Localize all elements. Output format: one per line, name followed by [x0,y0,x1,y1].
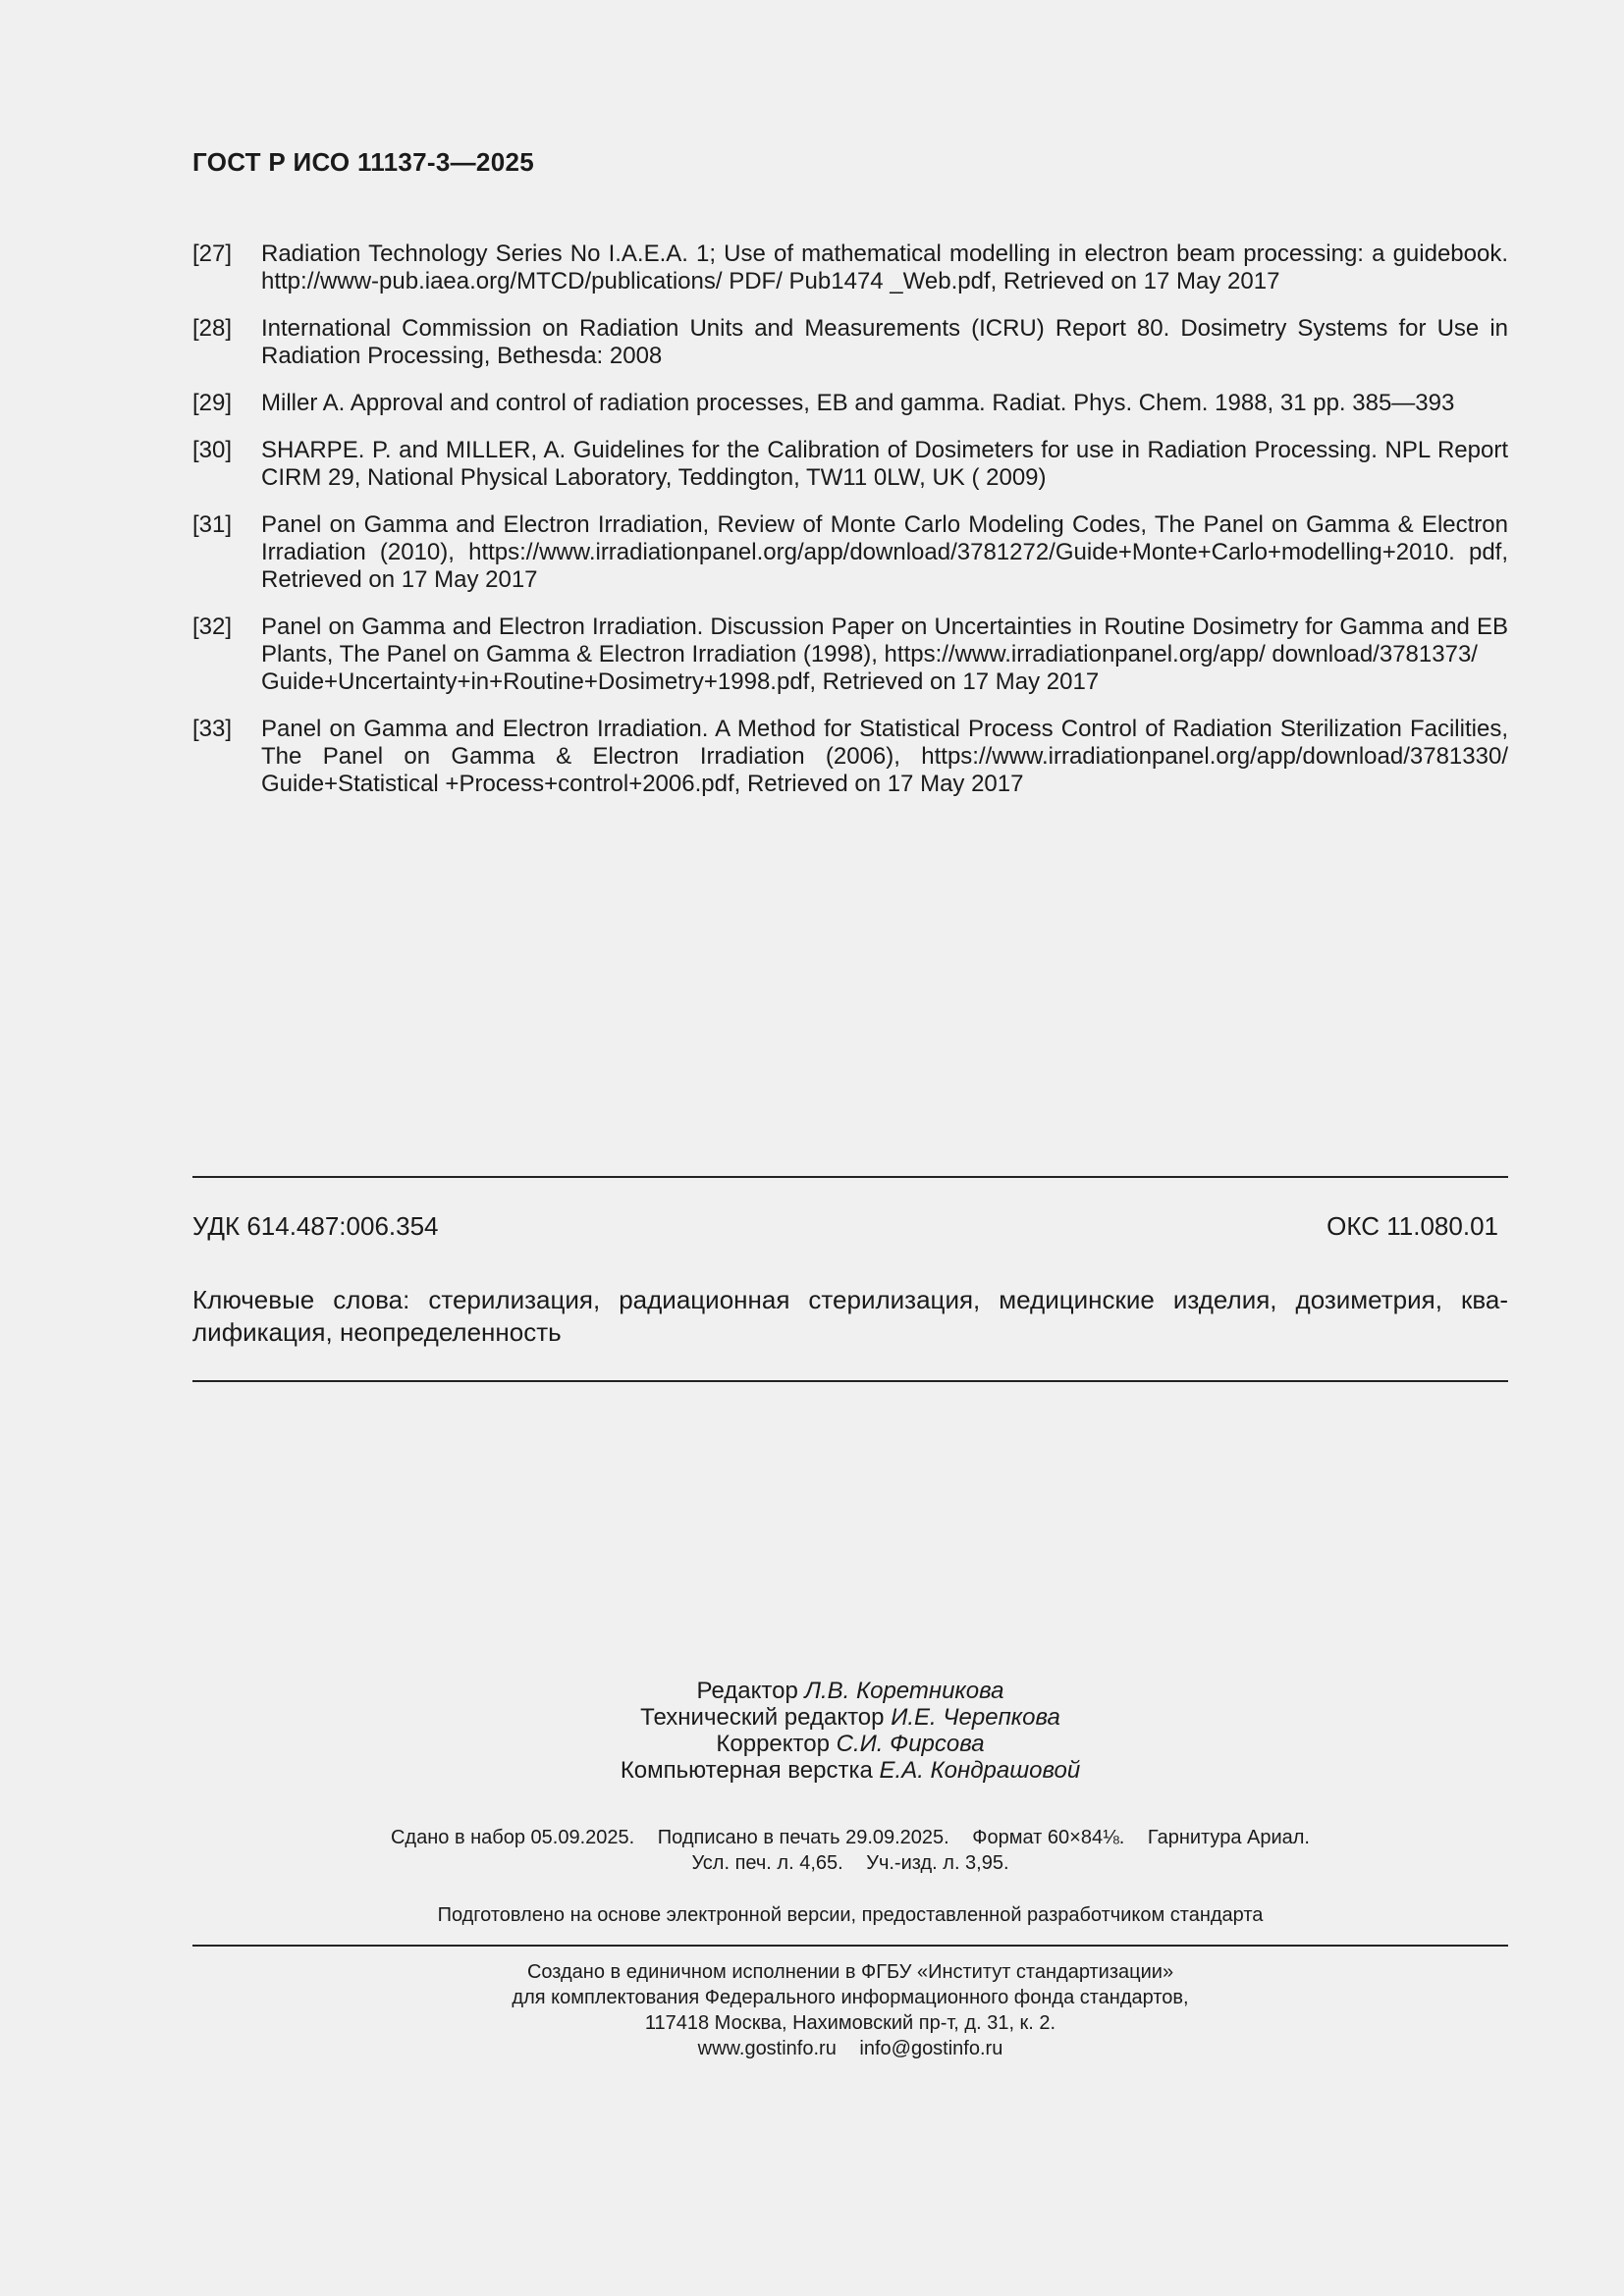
print-format: Формат 60×84⅛. [972,1827,1125,1848]
print-info [192,1825,1508,1876]
reference-item [192,716,1508,798]
reference-number: [27] [192,240,233,267]
credit-row [192,1678,1508,1704]
credit-name: С.И. Фирсова [836,1731,985,1757]
divider-top [192,1176,1508,1178]
reference-text [261,511,1508,594]
signed-date: Подписано в печать 29.09.2025. [657,1827,949,1848]
credit-name: И.Е. Черепкова [891,1704,1060,1731]
divider-publisher [192,1945,1508,1947]
reference-line: Miller A. Approval and control of radiation processes, EB and gamma. Radiat. Phys. Chem. 1988, 31 pp. 385—393 [261,390,1455,416]
reference-number: [28] [192,315,233,342]
reference-line: Radiation Technology Series No I.A.E.A. 1; Use of mathematical modelling in electron beam processing: a guidebook. http://www-pub.iaea.org/MTCD/publications/ PDF/ Pub1474 _Web.pdf, Retrieved on 17 May 2017 [261,240,1508,294]
reference-item [192,437,1508,492]
reference-item [192,240,1508,295]
reference-line: Guide+Uncertainty+in+Routine+Dosimetry+1998.pdf, Retrieved on 17 May 2017 [261,668,1100,695]
reference-number: [31] [192,511,233,538]
reference-line: International Commission on Radiation Units and Measurements (ICRU) Report 80. Dosimetry Systems for Use in Radiation Processing, Bethesda: 2008 [261,315,1508,369]
reference-list [192,240,1508,818]
typeface: Гарнитура Ариал. [1147,1827,1310,1848]
publisher-contacts [192,2036,1508,2061]
reference-item [192,614,1508,696]
credit-name: Е.А. Кондрашовой [879,1757,1081,1784]
reference-line: Panel on Gamma and Electron Irradiation. Discussion Paper on Uncertainties in Routine Dosimetry for Gamma and EB Plants, The Panel on Gamma & Electron Irradiation (1998), https://www.irradiationpanel.org/app/ download/3781373/ [261,614,1508,667]
credit-row [192,1757,1508,1784]
reference-number: [30] [192,437,233,463]
publisher-address: 117418 Москва, Нахимовский пр-т, д. 31, к. 2. [644,2012,1056,2034]
reference-text [261,614,1508,696]
reference-number: [32] [192,614,233,640]
reference-text [261,240,1508,295]
credit-row [192,1704,1508,1731]
reference-text [261,716,1508,798]
reference-item [192,390,1508,417]
reference-item [192,315,1508,370]
publisher-block [192,1959,1508,2061]
print-sheets: Усл. печ. л. 4,65. [691,1852,843,1874]
credit-role: Редактор [696,1678,798,1704]
publisher-line: для комплектования Федерального информационного фонда стандартов, [512,1987,1189,2008]
website-link[interactable]: www.gostinfo.ru [697,2038,837,2059]
reference-line: Panel on Gamma and Electron Irradiation, Review of Monte Carlo Modeling Codes, The Panel on Gamma & Electron Irradiation (2010), https://www.irradiationpanel.org/app/download/3781272/Guide+Monte+Carlo+modelling+2010. pdf, Retrieved on 17 May 2017 [261,511,1508,593]
publisher-line: Создано в единичном исполнении в ФГБУ «Институт стандартизации» [526,1961,1174,1983]
udk-code: УДК 614.487:006.354 [192,1211,439,1241]
print-info-line [192,1825,1508,1850]
reference-number: [33] [192,716,233,742]
reference-item [192,511,1508,594]
keywords: Ключевые слова: стерилизация, радиационная стерилизация, медицинские изделия, дозиметрия, ква-лификация, неопределенность [192,1285,1508,1347]
credit-name: Л.В. Коретникова [804,1678,1004,1704]
typeset-date: Сдано в набор 05.09.2025. [390,1827,635,1848]
divider-bottom [192,1380,1508,1382]
credit-role: Технический редактор [640,1704,885,1731]
publisher-sheets: Уч.-изд. л. 3,95. [866,1852,1009,1874]
document-header: ГОСТ Р ИСО 11137-3—2025 [192,147,534,177]
reference-line: Panel on Gamma and Electron Irradiation. A Method for Statistical Process Control of Radiation Sterilization Facilities, The Panel on Gamma & Electron Irradiation (2006), https://www.irradiationpanel.org/app/download/3781330/ Guide+Statistical +Process+control+2006.pdf, Retrieved on 17 May 2017 [261,716,1508,797]
reference-number: [29] [192,390,233,416]
reference-text [261,390,1508,417]
reference-text [261,315,1508,370]
oks-code: ОКС 11.080.01 [1326,1211,1498,1241]
prepared-note: Подготовлено на основе электронной версии, предоставленной разработчиком стандарта [437,1904,1264,1926]
credit-row [192,1731,1508,1757]
print-info-line [192,1850,1508,1876]
reference-line: SHARPE. P. and MILLER, A. Guidelines for the Calibration of Dosimeters for use in Radiation Processing. NPL Report CIRM 29, National Physical Laboratory, Teddington, TW11 0LW, UK ( 2009) [261,437,1508,491]
reference-text [261,437,1508,492]
credit-role: Компьютерная верстка [620,1757,873,1784]
credit-role: Корректор [716,1731,830,1757]
credits-block [192,1678,1508,1784]
email-link[interactable]: info@gostinfo.ru [859,2038,1003,2059]
